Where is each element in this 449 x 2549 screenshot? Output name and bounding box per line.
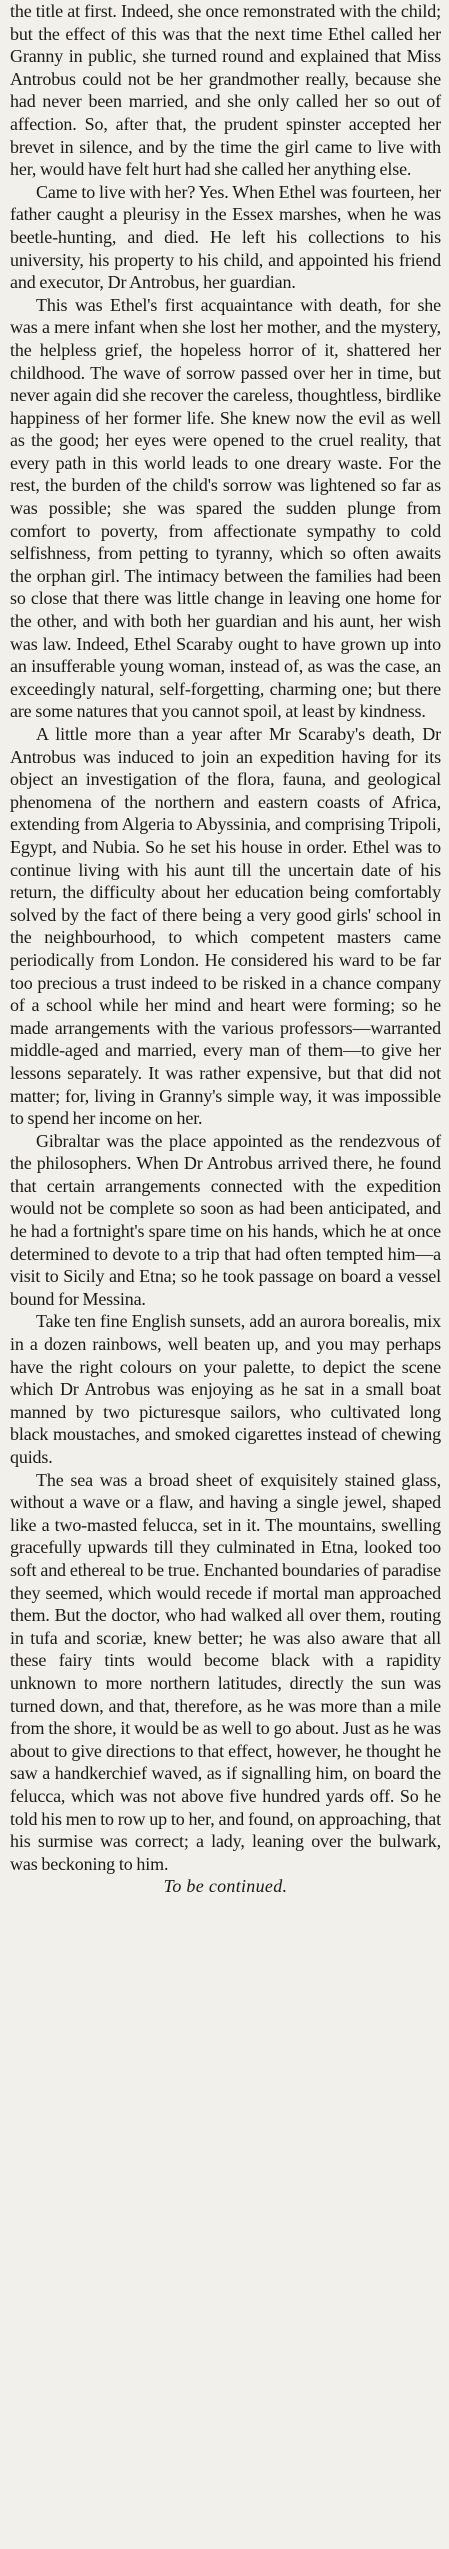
paragraph-6: Take ten fine English sunsets, add an aurora borealis, mix in a dozen rainbows, well beaten up, and you may perhaps have the right colours on your palette, to depict the scene which Dr Antrobus was enjoying as he sat in a small boat manned by two picturesque sailors, who cultivated long black moustaches, and smoked cigarettes instead of chewing quids. — [10, 1311, 441, 1467]
paragraph-2: Came to live with her? Yes. When Ethel was fourteen, her father caught a pleurisy in the Essex marshes, when he was beetle-hunting, and died. He left his collections to his university, his property to his child, and appointed his friend and executor, Dr Antrobus, her guardian. — [10, 181, 441, 293]
paragraph-7: The sea was a broad sheet of exquisitely stained glass, without a wave or a flaw, and having a single jewel, shaped like a two-masted felucca, set in it. The mountains, swelling gracefully upwards till they culminated in Etna, looked too soft and ethereal to be true. Enchanted boundaries of paradise they seemed, which would recede if mortal man approached them. But the doctor, who had walked all over them, routing in tufa and scoriæ, knew better; he was also aware that all these fairy tints would become black with a rapidity unknown to more northern latitudes, directly the sun was turned down, and that, therefore, as he was more than a mile from the shore, it would be as well to go about. Just as he was about to give directions to that effect, however, he thought he saw a handkerchief waved, as if signalling him, on board the felucca, which was not above five hundred yards off. So he told his men to row up to her, and found, on approaching, that his surmise was correct; a lady, leaning over the bulwark, was beckoning to him. — [10, 1469, 441, 1874]
paragraph-4: A little more than a year after Mr Scaraby's death, Dr Antrobus was induced to join an expedition having for its object an investigation of the flora, fauna, and geological phenomena of the northern and eastern coasts of Africa, extending from Algeria to Abyssinia, and comprising Tripoli, Egypt, and Nubia. So he set his house in order. Ethel was to continue living with his aunt till the uncertain date of his return, the difficulty about her education being comfortably solved by the fact of there being a very good girls' school in the neighbourhood, to which competent masters came periodically from London. He considered his ward to be far too precious a trust indeed to be risked in a chance company of a school while her mind and heart were forming; so he made arrangements with the various professors—warranted middle-aged and married, every man of them—to give her lessons separately. It was rather expensive, but that did not matter; for, living in Granny's simple way, it was impossible to spend her income on her. — [10, 724, 441, 1129]
paragraph-3: This was Ethel's first acquaintance with death, for she was a mere infant when she lost her mother, and the mystery, the helpless grief, the hopeless horror of it, shattered her childhood. The wave of sorrow passed over her in time, but never again did she recover the careless, thoughtless, birdlike happiness of her former life. She knew now the evil as well as the good; her eyes were opened to the cruel reality, that every path in this world leads to one dreary waste. For the rest, the burden of the child's sorrow was lightened so far as was possible; she was spared the sudden plunge from comfort to poverty, from affectionate sympathy to cold selfishness, from petting to tyranny, which so often awaits the orphan girl. The intimacy between the families had been so close that there was little change in leaving one home for the other, and with both her guardian and his aunt, her wish was law. Indeed, Ethel Scaraby ought to have grown up into an insufferable young woman, instead of, as was the case, an exceedingly natural, self-forgetting, charming one; but there are some natures that you cannot spoil, at least by kindness. — [10, 294, 441, 722]
continued-note: To be continued. — [163, 1876, 288, 1897]
paragraph-5: Gibraltar was the place appointed as the rendezvous of the philosophers. When Dr Antrobus arrived there, he found that certain arrangements connected with the expedition would not be complete so soon as had been anticipated, and he had a fortnight's spare time on his hands, which he at once determined to devote to a trip that had often tempted him—a visit to Sicily and Etna; so he took passage on board a vessel bound for Messina. — [10, 1130, 441, 1309]
paragraph-1: the title at first. Indeed, she once remonstrated with the child; but the effect of this was that the next time Ethel called her Granny in public, she turned round and explained that Miss Antrobus could not be her grandmother really, because she had never been married, and she only called her so out of affection. So, after that, the prudent spinster accepted her brevet in silence, and by the time the girl came to live with her, would have felt hurt had she called her anything else. — [10, 1, 441, 180]
